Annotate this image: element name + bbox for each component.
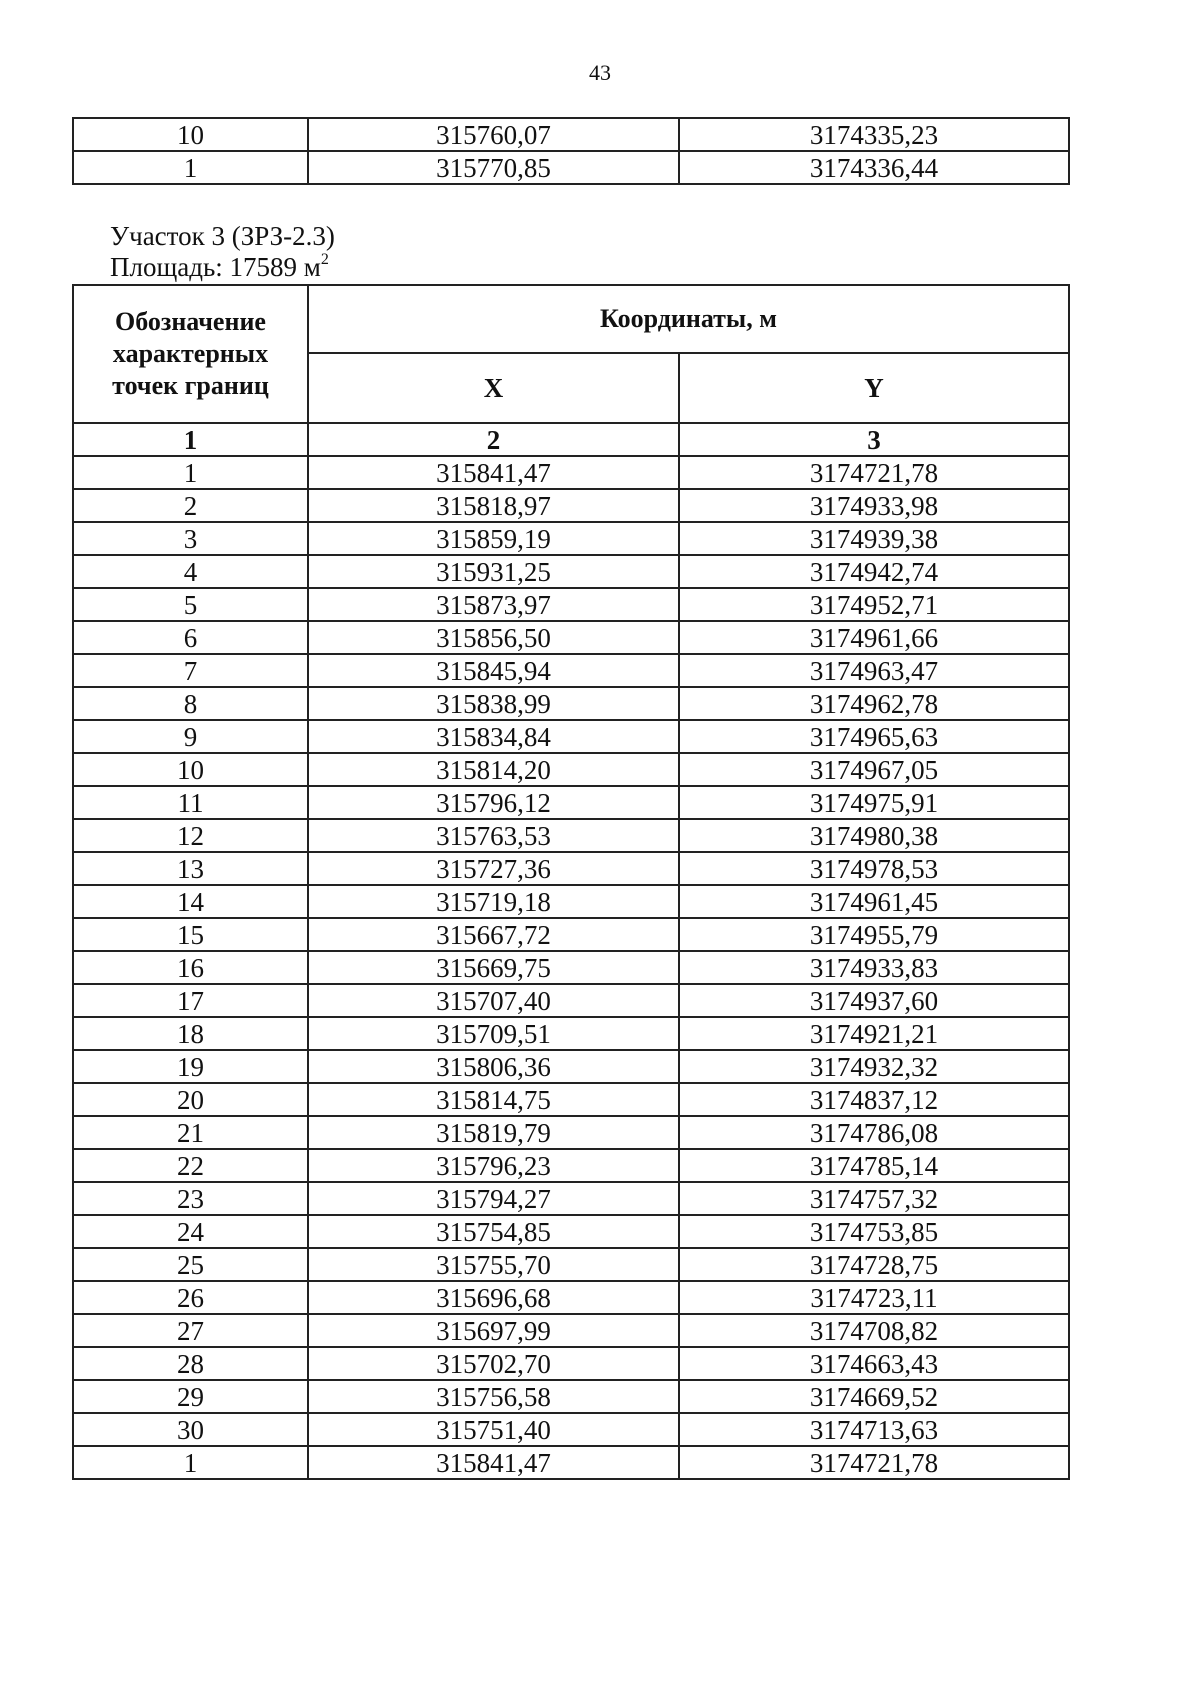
point-cell: 6 [73, 621, 308, 654]
x-coordinate-cell: 315856,50 [308, 621, 679, 654]
x-coordinate-cell: 315794,27 [308, 1182, 679, 1215]
column-index-row [73, 423, 1069, 456]
column-index-3: 3 [679, 423, 1069, 456]
y-coordinate-cell: 3174967,05 [679, 753, 1069, 786]
point-cell: 14 [73, 885, 308, 918]
y-coordinate-cell: 3174962,78 [679, 687, 1069, 720]
area-label: Площадь: 17589 м [110, 252, 321, 282]
table-row [73, 753, 1069, 786]
point-cell: 1 [73, 1446, 308, 1479]
boundary-coordinates-table [72, 284, 1070, 1480]
table-row [73, 489, 1069, 522]
table-row [73, 1281, 1069, 1314]
table-row [73, 654, 1069, 687]
table-row [73, 1050, 1069, 1083]
table-header [73, 285, 1069, 456]
y-coordinate-cell: 3174753,85 [679, 1215, 1069, 1248]
x-coordinate-cell: 315669,75 [308, 951, 679, 984]
x-coordinate-cell: 315814,75 [308, 1083, 679, 1116]
section-title: Участок 3 (ЗРЗ-2.3) [110, 221, 335, 251]
y-coordinate-cell: 3174932,32 [679, 1050, 1069, 1083]
table-row [73, 885, 1069, 918]
point-cell: 13 [73, 852, 308, 885]
point-cell: 26 [73, 1281, 308, 1314]
y-column-header: Y [679, 353, 1069, 423]
table-row [73, 1347, 1069, 1380]
point-cell: 9 [73, 720, 308, 753]
y-coordinate-cell: 3174786,08 [679, 1116, 1069, 1149]
point-cell: 10 [73, 118, 308, 151]
x-coordinate-cell: 315760,07 [308, 118, 679, 151]
x-coordinate-cell: 315931,25 [308, 555, 679, 588]
point-designation-header: Обозначение характерных точек границ [73, 285, 308, 423]
point-cell: 10 [73, 753, 308, 786]
table-body [73, 456, 1069, 1479]
point-cell: 16 [73, 951, 308, 984]
x-coordinate-cell: 315719,18 [308, 885, 679, 918]
table-row [73, 1413, 1069, 1446]
point-cell: 1 [73, 456, 308, 489]
point-cell: 25 [73, 1248, 308, 1281]
table-row [73, 1182, 1069, 1215]
table-row [73, 951, 1069, 984]
table-row [73, 1446, 1069, 1479]
y-coordinate-cell: 3174933,83 [679, 951, 1069, 984]
x-coordinate-cell: 315727,36 [308, 852, 679, 885]
y-coordinate-cell: 3174335,23 [679, 118, 1069, 151]
table-row [73, 621, 1069, 654]
y-coordinate-cell: 3174785,14 [679, 1149, 1069, 1182]
table-row [73, 984, 1069, 1017]
point-cell: 28 [73, 1347, 308, 1380]
point-cell: 2 [73, 489, 308, 522]
y-coordinate-cell: 3174728,75 [679, 1248, 1069, 1281]
x-coordinate-cell: 315755,70 [308, 1248, 679, 1281]
y-coordinate-cell: 3174939,38 [679, 522, 1069, 555]
x-coordinate-cell: 315696,68 [308, 1281, 679, 1314]
point-cell: 3 [73, 522, 308, 555]
y-coordinate-cell: 3174952,71 [679, 588, 1069, 621]
table-row [73, 1314, 1069, 1347]
continued-coordinates-table [72, 117, 1070, 185]
y-coordinate-cell: 3174721,78 [679, 456, 1069, 489]
y-coordinate-cell: 3174713,63 [679, 1413, 1069, 1446]
point-cell: 11 [73, 786, 308, 819]
point-cell: 4 [73, 555, 308, 588]
table-row [73, 555, 1069, 588]
column-index-1: 1 [73, 423, 308, 456]
y-coordinate-cell: 3174708,82 [679, 1314, 1069, 1347]
y-coordinate-cell: 3174963,47 [679, 654, 1069, 687]
x-coordinate-cell: 315796,12 [308, 786, 679, 819]
table-row [73, 1149, 1069, 1182]
y-coordinate-cell: 3174975,91 [679, 786, 1069, 819]
x-coordinate-cell: 315806,36 [308, 1050, 679, 1083]
y-coordinate-cell: 3174721,78 [679, 1446, 1069, 1479]
table-row [73, 151, 1069, 184]
y-coordinate-cell: 3174978,53 [679, 852, 1069, 885]
point-cell: 30 [73, 1413, 308, 1446]
y-coordinate-cell: 3174757,32 [679, 1182, 1069, 1215]
x-coordinate-cell: 315751,40 [308, 1413, 679, 1446]
x-column-header: X [308, 353, 679, 423]
coordinates-header: Координаты, м [308, 285, 1069, 353]
x-coordinate-cell: 315818,97 [308, 489, 679, 522]
x-coordinate-cell: 315702,70 [308, 1347, 679, 1380]
x-coordinate-cell: 315819,79 [308, 1116, 679, 1149]
x-coordinate-cell: 315697,99 [308, 1314, 679, 1347]
y-coordinate-cell: 3174336,44 [679, 151, 1069, 184]
y-coordinate-cell: 3174921,21 [679, 1017, 1069, 1050]
x-coordinate-cell: 315841,47 [308, 1446, 679, 1479]
table-row [73, 1248, 1069, 1281]
table-row [73, 819, 1069, 852]
point-cell: 19 [73, 1050, 308, 1083]
point-cell: 1 [73, 151, 308, 184]
point-cell: 23 [73, 1182, 308, 1215]
table-row [73, 1380, 1069, 1413]
table-row [73, 687, 1069, 720]
area-line [110, 251, 329, 283]
y-coordinate-cell: 3174723,11 [679, 1281, 1069, 1314]
point-cell: 24 [73, 1215, 308, 1248]
area-unit-superscript: 2 [320, 251, 329, 268]
x-coordinate-cell: 315873,97 [308, 588, 679, 621]
y-coordinate-cell: 3174961,45 [679, 885, 1069, 918]
table-row [73, 918, 1069, 951]
x-coordinate-cell: 315756,58 [308, 1380, 679, 1413]
point-cell: 8 [73, 687, 308, 720]
table-row [73, 852, 1069, 885]
x-coordinate-cell: 315841,47 [308, 456, 679, 489]
table-row [73, 720, 1069, 753]
x-coordinate-cell: 315763,53 [308, 819, 679, 852]
table-row [73, 522, 1069, 555]
point-cell: 20 [73, 1083, 308, 1116]
table-row [73, 1083, 1069, 1116]
y-coordinate-cell: 3174937,60 [679, 984, 1069, 1017]
x-coordinate-cell: 315709,51 [308, 1017, 679, 1050]
point-cell: 5 [73, 588, 308, 621]
table-row [73, 1215, 1069, 1248]
y-coordinate-cell: 3174663,43 [679, 1347, 1069, 1380]
x-coordinate-cell: 315814,20 [308, 753, 679, 786]
point-cell: 21 [73, 1116, 308, 1149]
y-coordinate-cell: 3174933,98 [679, 489, 1069, 522]
continued-table-body [73, 118, 1069, 184]
table-row [73, 456, 1069, 489]
y-coordinate-cell: 3174942,74 [679, 555, 1069, 588]
table-row [73, 1116, 1069, 1149]
point-cell: 29 [73, 1380, 308, 1413]
x-coordinate-cell: 315796,23 [308, 1149, 679, 1182]
y-coordinate-cell: 3174965,63 [679, 720, 1069, 753]
table-row [73, 588, 1069, 621]
column-index-2: 2 [308, 423, 679, 456]
point-cell: 15 [73, 918, 308, 951]
point-cell: 7 [73, 654, 308, 687]
table-row [73, 1017, 1069, 1050]
point-cell: 27 [73, 1314, 308, 1347]
x-coordinate-cell: 315838,99 [308, 687, 679, 720]
table-row [73, 786, 1069, 819]
point-cell: 12 [73, 819, 308, 852]
y-coordinate-cell: 3174961,66 [679, 621, 1069, 654]
x-coordinate-cell: 315667,72 [308, 918, 679, 951]
y-coordinate-cell: 3174669,52 [679, 1380, 1069, 1413]
point-cell: 17 [73, 984, 308, 1017]
x-coordinate-cell: 315859,19 [308, 522, 679, 555]
x-coordinate-cell: 315754,85 [308, 1215, 679, 1248]
x-coordinate-cell: 315845,94 [308, 654, 679, 687]
x-coordinate-cell: 315834,84 [308, 720, 679, 753]
point-cell: 22 [73, 1149, 308, 1182]
y-coordinate-cell: 3174837,12 [679, 1083, 1069, 1116]
y-coordinate-cell: 3174955,79 [679, 918, 1069, 951]
point-cell: 18 [73, 1017, 308, 1050]
table-row [73, 118, 1069, 151]
x-coordinate-cell: 315770,85 [308, 151, 679, 184]
x-coordinate-cell: 315707,40 [308, 984, 679, 1017]
y-coordinate-cell: 3174980,38 [679, 819, 1069, 852]
page-number: 43 [589, 60, 611, 85]
